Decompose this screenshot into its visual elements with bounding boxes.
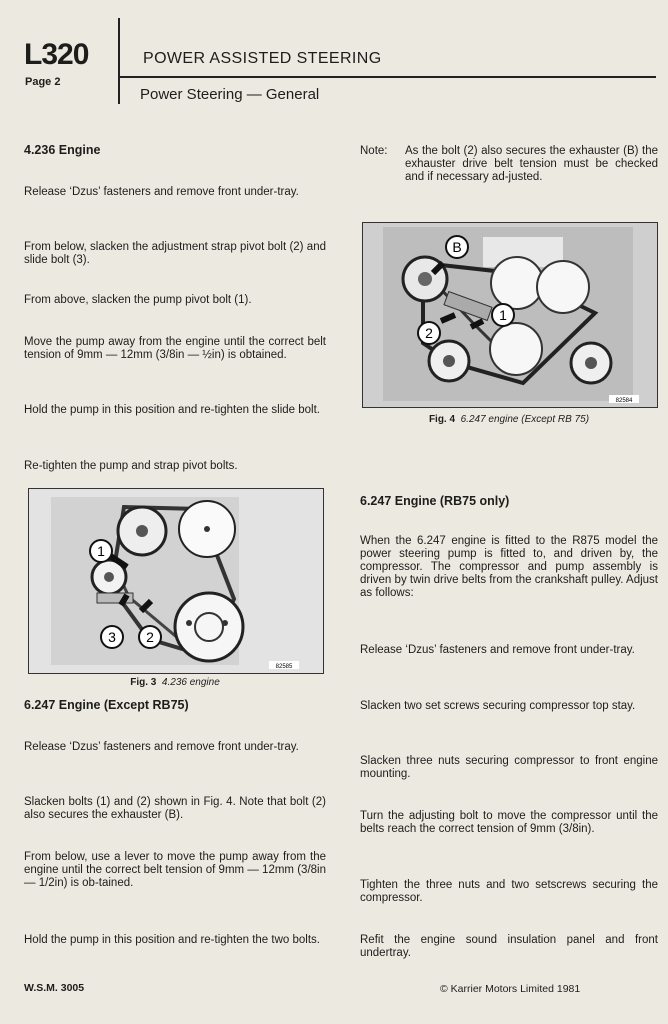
caption-number: Fig. 3: [130, 677, 157, 688]
callout-b: B: [452, 239, 462, 255]
callout-2: 2: [425, 325, 433, 341]
paragraph: Release ‘Dzus’ fasteners and remove front under-tray.: [24, 186, 299, 198]
paragraph: Move the pump away from the engine until the correct belt tension of 9mm — 12mm (3/8in — ½in) is obtained.: [24, 336, 326, 361]
callout-1: 1: [499, 307, 507, 323]
paragraph: From above, slacken the pump pivot bolt (1).: [24, 294, 252, 306]
callout-3: 3: [108, 629, 116, 645]
heading-4236-engine: 4.236 Engine: [24, 143, 101, 157]
paragraph: Refit the engine sound insulation panel and front undertray.: [360, 934, 658, 959]
caption-text: 4.236 engine: [161, 677, 220, 688]
caption-text: 6.247 engine (Except RB 75): [460, 414, 590, 425]
callout-1: 1: [97, 543, 105, 559]
section-subtitle: Power Steering — General: [140, 86, 320, 103]
note-text: As the bolt (2) also secures the exhauster (B) the exhauster drive belt tension must be checked and if necessary ad-justed.: [405, 145, 658, 183]
paragraph: Slacken bolts (1) and (2) shown in Fig. 4. Note that bolt (2) also secures the exhauster (B).: [24, 796, 326, 821]
paragraph: From below, slacken the adjustment strap pivot bolt (2) and slide bolt (3).: [24, 241, 326, 266]
paragraph: Slacken three nuts securing compressor to front engine mounting.: [360, 755, 658, 780]
paragraph: Slacken two set screws securing compressor top stay.: [360, 700, 636, 712]
paragraph: Release ‘Dzus’ fasteners and remove front under-tray.: [24, 741, 299, 753]
manual-code: L320: [24, 38, 89, 71]
paragraph: When the 6.247 engine is fitted to the R875 model the power steering pump is fitted to, and driven by, the compressor. The compressor and pump assembly is driven by twin drive belts from the crankshaft pulley. Adjust as follows:: [360, 535, 658, 599]
header-divider-vertical: [118, 18, 120, 104]
footer-copyright: © Karrier Motors Limited 1981: [440, 983, 581, 995]
page-number: Page 2: [25, 76, 61, 88]
section-title: POWER ASSISTED STEERING: [143, 50, 382, 67]
note-label: Note:: [360, 145, 388, 157]
callout-2: 2: [146, 629, 154, 645]
paragraph: Turn the adjusting bolt to move the compressor until the belts reach the correct tension of 9mm (3/8in).: [360, 810, 658, 835]
paragraph: Re-tighten the pump and strap pivot bolts.: [24, 460, 238, 472]
belt-diagram-6247: [363, 223, 657, 407]
figure-3-image: [28, 488, 324, 674]
figure-ref-number: 82585: [275, 664, 293, 670]
paragraph: Release ‘Dzus’ fasteners and remove front under-tray.: [360, 644, 635, 656]
heading-6247-rb75-only: 6.247 Engine (RB75 only): [360, 494, 510, 508]
figure-ref-number: 82584: [615, 398, 633, 404]
figure-4-caption: [362, 414, 656, 425]
paragraph: Hold the pump in this position and re-tighten the slide bolt.: [24, 404, 320, 416]
paragraph: Tighten the three nuts and two setscrews securing the compressor.: [360, 879, 658, 904]
paragraph: Hold the pump in this position and re-tighten the two bolts.: [24, 934, 320, 946]
heading-6247-except-rb75: 6.247 Engine (Except RB75): [24, 698, 189, 712]
caption-number: Fig. 4: [428, 414, 456, 425]
figure-3-caption: [28, 677, 322, 688]
figure-4-image: [362, 222, 658, 408]
header-divider-horizontal: [118, 76, 656, 78]
footer-doc-number: W.S.M. 3005: [24, 982, 85, 994]
paragraph: From below, use a lever to move the pump away from the engine until the correct belt tension of 9mm — 12mm (3/8in — 1/2in) is ob-tained.: [24, 851, 326, 889]
belt-diagram-4236: [29, 489, 323, 673]
